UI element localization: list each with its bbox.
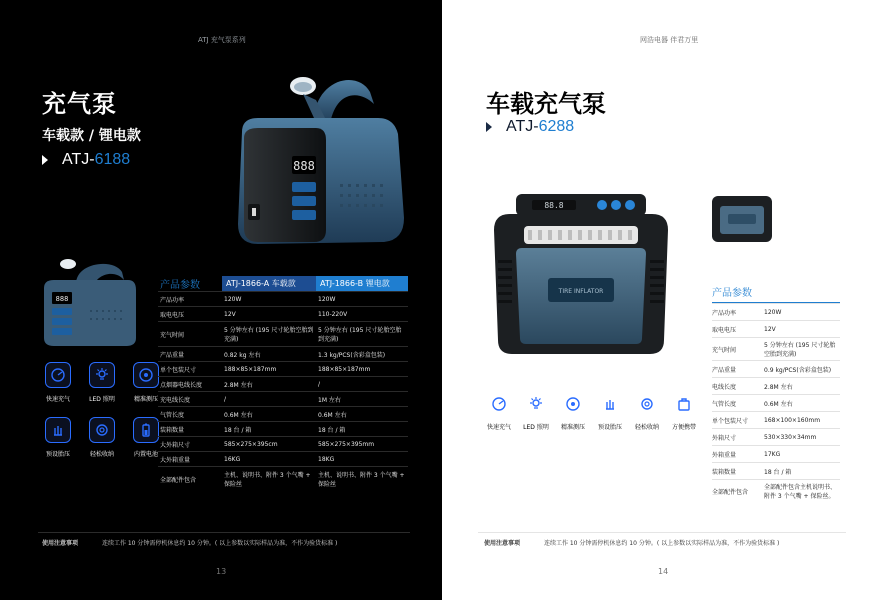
table-row [158, 376, 408, 391]
feature-item [482, 392, 516, 431]
table-row [158, 451, 408, 466]
table-row [158, 436, 408, 451]
led-icon [524, 392, 548, 416]
spec-title: 产品参数 [712, 284, 840, 303]
model-prefix: ATJ- [62, 151, 95, 168]
table-row [712, 337, 840, 360]
page-number: 13 [216, 567, 227, 576]
spec-value: 2.8M 左右 [764, 383, 793, 391]
feature-item [38, 417, 78, 458]
spec-key: 大外箱重量 [160, 456, 191, 464]
spec-key: 单个包装尺寸 [160, 366, 197, 374]
table-row [158, 361, 408, 376]
hero-product-text: TIRE INFLATOR [558, 288, 604, 295]
table-row [158, 291, 408, 306]
table-row [158, 306, 408, 321]
model-number: 6188 [94, 151, 131, 168]
spec-key: 取电电压 [160, 311, 185, 319]
speed-icon [487, 392, 511, 416]
cable-reel-icon [89, 417, 115, 443]
gauge-icon [561, 392, 585, 416]
spec-value-b: 5 分钟左右 (195 尺寸轮胎空胎到充满) [318, 327, 402, 343]
spec-header [158, 276, 408, 291]
spec-key: 充气时间 [160, 331, 185, 339]
table-row [712, 462, 840, 479]
feature-label: 轻松收纳 [89, 451, 114, 458]
spec-value-a: 2.8M 左右 [224, 381, 253, 389]
spec-title: 产品参数 [160, 280, 200, 291]
hero-product-image [486, 190, 676, 360]
spec-value-b: 585×275×395mm [318, 440, 375, 448]
divider [38, 532, 410, 533]
table-row [712, 479, 840, 502]
feature-label: 快速充气 [45, 396, 70, 403]
model-prefix: ATJ- [506, 118, 539, 135]
spec-key: 充电线长度 [160, 396, 191, 404]
feature-item [82, 362, 122, 403]
note-key: 使用注意事项 [42, 540, 79, 547]
spec-value-a: 16KG [224, 455, 241, 463]
feature-label: 预设胎压 [45, 451, 70, 458]
table-row [712, 377, 840, 394]
spec-key: 产品重量 [160, 351, 185, 359]
feature-label: 快速充气 [486, 424, 511, 431]
feature-item [667, 392, 701, 431]
small-product-image [710, 192, 774, 246]
spec-value: 18 台 / 箱 [764, 468, 792, 476]
feature-item [82, 417, 122, 458]
spec-value: 0.9 kg/PCS(含彩盒包装) [764, 366, 832, 374]
svg-text:888: 888 [55, 295, 69, 303]
table-row [158, 466, 408, 491]
table-row [158, 321, 408, 346]
spec-value: 17KG [764, 450, 781, 458]
spec-key: 全部配件包含 [160, 476, 197, 484]
divider [478, 532, 846, 533]
feature-item [519, 392, 553, 431]
feature-grid [38, 362, 166, 458]
spec-value: 5 分钟左右 (195 尺寸轮胎空胎到充满) [764, 342, 836, 358]
table-row [158, 346, 408, 361]
spec-value-b: 0.6M 左右 [318, 411, 347, 419]
page-number: 14 [658, 567, 669, 576]
table-row [712, 428, 840, 445]
spec-value-a: 5 分钟左右 (195 尺寸轮胎空胎到充满) [224, 327, 314, 343]
table-row [712, 360, 840, 377]
led-icon [89, 362, 115, 388]
model-a-header: ATJ-1866-A 车载款 [222, 276, 316, 291]
spec-key: 装箱数量 [712, 468, 737, 476]
hand-icon [598, 392, 622, 416]
feature-item [556, 392, 590, 431]
table-row [158, 421, 408, 436]
table-row [158, 391, 408, 406]
page-title: 充气泵 [42, 90, 117, 118]
table-row [158, 406, 408, 421]
spec-key: 气管长度 [712, 400, 737, 408]
spec-key: 产品功率 [712, 309, 737, 317]
spec-value-b: 120W [318, 295, 336, 303]
spec-value-a: 主机、说明书、附件 3 个气嘴 + 保险丝 [224, 472, 311, 488]
spec-value: 全部配件包含主机说明书、附件 3 个气嘴 + 保险丝。 [764, 484, 837, 500]
spec-value-a: 12V [224, 310, 236, 318]
spec-key: 充气时间 [712, 346, 737, 354]
page-subtitle: 车载款 / 锂电款 [42, 128, 141, 144]
spec-value-b: 主机、说明书、附件 3 个气嘴 + 保险丝 [318, 472, 405, 488]
feature-label: 方便携带 [671, 424, 696, 431]
spec-table [712, 284, 840, 502]
bag-icon [672, 392, 696, 416]
spec-value-a: 120W [224, 295, 242, 303]
page-title: 车载充气泵 [486, 90, 606, 118]
feature-label: 精准测压 [560, 424, 585, 431]
spec-value: 530×330×34mm [764, 433, 817, 441]
feature-label: 轻松收纳 [634, 424, 659, 431]
spec-key: 点烟器电线长度 [160, 381, 203, 389]
table-row [712, 411, 840, 428]
spec-key: 外箱重量 [712, 451, 737, 459]
usage-note [484, 538, 779, 547]
spec-key: 外箱尺寸 [712, 434, 737, 442]
spec-value-b: 1.3 kg/PCS(含彩盒包装) [318, 351, 386, 359]
spec-key: 电线长度 [712, 383, 737, 391]
model-b-header: ATJ-1866-B 锂电款 [316, 276, 408, 291]
spec-value: 12V [764, 325, 776, 333]
spec-value-b: 110-220V [318, 310, 348, 318]
spec-value-a: 0.82 kg 左右 [224, 351, 261, 359]
spec-value: 168×100×160mm [764, 416, 821, 424]
note-key: 使用注意事项 [484, 540, 521, 547]
feature-label: 精准测压 [133, 396, 158, 403]
spec-value-b: 1M 左右 [318, 396, 341, 404]
feature-label: LED 照明 [523, 424, 549, 431]
spec-value-b: / [318, 380, 321, 388]
small-product-image [40, 254, 140, 349]
note-text: 连续工作 10 分钟需停机休息约 10 分钟。( 以上参数以实际样品为准，不作为验货标准 ) [543, 540, 780, 547]
speed-icon [45, 362, 71, 388]
hero-product-display: 888 [293, 159, 315, 173]
spec-key: 大外箱尺寸 [160, 441, 191, 449]
spec-value-a: / [224, 395, 227, 403]
model-label [42, 151, 141, 169]
battery-icon [133, 417, 159, 443]
spec-value-b: 188×85×187mm [318, 365, 371, 373]
hand-icon [45, 417, 71, 443]
spec-key: 装箱数量 [160, 426, 185, 434]
spec-value-b: 18KG [318, 455, 335, 463]
hero-product-display: 88.8 [544, 201, 564, 210]
spec-value-a: 585×275×395cm [224, 440, 278, 448]
spec-value-a: 18 台 / 箱 [224, 426, 252, 434]
feature-item [630, 392, 664, 431]
brand-tagline: 网浩电器 伴君万里 [640, 36, 699, 44]
spec-value-a: 0.6M 左右 [224, 411, 253, 419]
series-label: ATJ 充气泵系列 [198, 36, 246, 44]
triangle-icon [42, 155, 48, 165]
table-row [712, 303, 840, 320]
model-label [486, 118, 574, 136]
spec-key: 取电电压 [712, 326, 737, 334]
spec-key: 产品重量 [712, 366, 737, 374]
note-text: 连续工作 10 分钟需停机休息约 10 分钟。( 以上参数以实际样品为准，不作为验货标准 ) [101, 540, 338, 547]
spec-table [158, 276, 408, 491]
left-title-block [42, 84, 141, 169]
spec-key: 全部配件包含 [712, 488, 749, 496]
table-row [712, 320, 840, 337]
table-row [712, 394, 840, 411]
spec-key: 气管长度 [160, 411, 185, 419]
usage-note [42, 538, 337, 547]
feature-grid [482, 392, 701, 431]
spec-value-a: 188×85×187mm [224, 365, 277, 373]
feature-label: 预设胎压 [597, 424, 622, 431]
gauge-icon [133, 362, 159, 388]
spec-key: 单个包装尺寸 [712, 417, 749, 425]
model-number: 6288 [538, 118, 575, 135]
feature-label: 内置电池 [133, 451, 158, 458]
feature-item [593, 392, 627, 431]
spec-value-b: 18 台 / 箱 [318, 426, 346, 434]
spec-key: 产品功率 [160, 296, 185, 304]
spec-value: 0.6M 左右 [764, 400, 793, 408]
hero-product-image [228, 72, 418, 257]
feature-label: LED 照明 [89, 396, 115, 403]
spec-value: 120W [764, 308, 782, 316]
triangle-icon [486, 122, 492, 132]
table-row [712, 445, 840, 462]
cable-reel-icon [635, 392, 659, 416]
feature-item [38, 362, 78, 403]
